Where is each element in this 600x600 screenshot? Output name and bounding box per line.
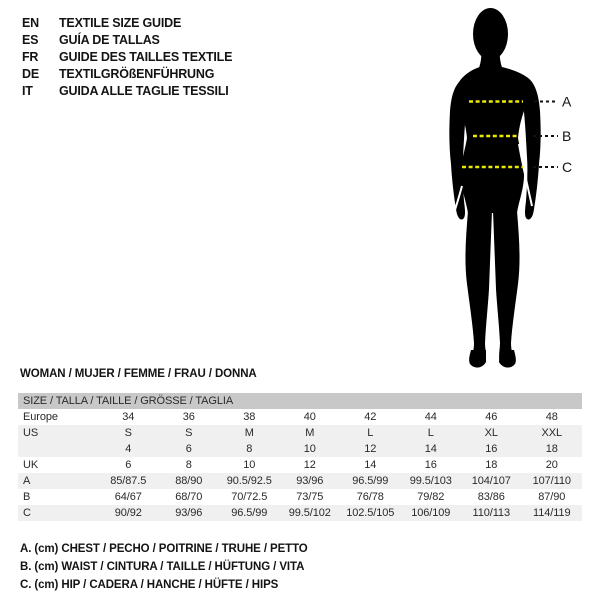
size-cell: 8	[185, 459, 192, 471]
size-cell: 34	[122, 411, 135, 423]
size-cell: 16	[485, 443, 498, 455]
table-row-europe	[18, 409, 582, 425]
size-cell: 99.5/102	[288, 507, 331, 519]
size-cell: S	[185, 427, 193, 439]
table-row-us-letters	[18, 425, 582, 441]
marker-label-a: A	[562, 93, 572, 110]
size-cell: 10	[303, 443, 316, 455]
size-cell: 110/113	[472, 507, 510, 519]
size-cell: 76/78	[356, 491, 384, 503]
size-cell: XXL	[541, 427, 562, 439]
lang-title: GUIDE DES TAILLES TEXTILE	[59, 49, 233, 64]
size-cell: 18	[545, 443, 558, 455]
lang-row-es	[22, 31, 232, 48]
row-label: UK	[23, 459, 39, 471]
lang-row-de	[22, 65, 232, 82]
size-cell: 46	[485, 411, 498, 423]
size-cell: 93/96	[296, 475, 324, 487]
size-cell: 106/109	[411, 507, 451, 519]
table-header-bar	[18, 393, 582, 409]
size-cell: 87/90	[538, 491, 566, 503]
size-table	[18, 393, 582, 521]
table-row-waist-b	[18, 489, 582, 505]
lang-title: TEXTILGRÖßENFÜHRUNG	[59, 66, 215, 81]
size-cell: L	[367, 427, 374, 439]
size-cell: 14	[424, 443, 437, 455]
size-cell: 4	[125, 443, 132, 455]
language-title-list	[22, 14, 232, 99]
size-cell: S	[124, 427, 132, 439]
woman-silhouette-figure	[400, 0, 600, 380]
lang-code: ES	[22, 32, 39, 47]
lang-code: DE	[22, 66, 39, 81]
size-cell: 48	[545, 411, 558, 423]
row-label: B	[23, 491, 31, 503]
size-cell: 85/87.5	[110, 475, 147, 487]
table-row-hip-c	[18, 505, 582, 521]
lang-code: EN	[22, 15, 39, 30]
row-label: C	[23, 507, 31, 519]
table-header-label: SIZE / TALLA / TAILLE / GRÖSSE / TAGLIA	[23, 395, 234, 407]
size-cell: 83/86	[477, 491, 505, 503]
size-cell: L	[427, 427, 434, 439]
size-cell: 114/119	[533, 507, 571, 519]
size-cell: 6	[125, 459, 132, 471]
lang-code: IT	[22, 83, 33, 98]
table-row-chest-a	[18, 473, 582, 489]
size-cell: 102.5/105	[346, 507, 395, 519]
size-cell: 44	[424, 411, 437, 423]
marker-label-b: B	[562, 128, 572, 144]
size-cell: 64/67	[114, 491, 142, 503]
size-cell: 107/110	[532, 475, 571, 487]
size-cell: 96.5/99	[231, 507, 268, 519]
size-cell: 88/90	[175, 475, 203, 487]
size-cell: M	[305, 427, 315, 439]
row-label: US	[23, 427, 39, 439]
size-cell: 38	[243, 411, 256, 423]
lang-row-en	[22, 14, 232, 31]
size-cell: 36	[182, 411, 195, 423]
lang-title: TEXTILE SIZE GUIDE	[59, 15, 182, 30]
size-cell: 90.5/92.5	[226, 475, 272, 487]
section-title-woman: WOMAN / MUJER / FEMME / FRAU / DONNA	[20, 368, 257, 380]
size-cell: M	[244, 427, 254, 439]
size-cell: 104/107	[471, 475, 511, 487]
size-cell: 40	[303, 411, 316, 423]
lang-title: GUÍA DE TALLAS	[59, 32, 160, 47]
size-cell: 16	[424, 459, 437, 471]
legend-line-waist: B. (cm) WAIST / CINTURA / TAILLE / HÜFTUNG / VITA	[20, 561, 305, 573]
table-row-us-numbers	[18, 441, 582, 457]
size-cell: 79/82	[417, 491, 445, 503]
lang-title: GUIDA ALLE TAGLIE TESSILI	[59, 83, 229, 98]
size-cell: 10	[243, 459, 256, 471]
size-cell: 6	[185, 443, 192, 455]
lang-code: FR	[22, 49, 39, 64]
table-row-uk	[18, 457, 582, 473]
row-label: A	[23, 475, 31, 487]
size-cell: 18	[485, 459, 498, 471]
legend-line-hip: C. (cm) HIP / CADERA / HANCHE / HÜFTE / HIPS	[20, 579, 279, 591]
marker-label-c: C	[562, 159, 573, 175]
lang-row-it	[22, 82, 232, 99]
size-cell: 12	[303, 459, 316, 471]
measurement-legend	[20, 540, 308, 594]
lang-row-fr	[22, 48, 232, 65]
size-cell: 68/70	[175, 491, 203, 503]
size-cell: 99.5/103	[409, 475, 452, 487]
legend-line-chest: A. (cm) CHEST / PECHO / POITRINE / TRUHE / PETTO	[20, 543, 308, 555]
size-cell: 70/72.5	[231, 491, 268, 503]
size-cell: 93/96	[175, 507, 203, 519]
size-cell: 8	[246, 443, 253, 455]
size-cell: 96.5/99	[352, 475, 389, 487]
size-cell: 12	[364, 443, 377, 455]
size-cell: 90/92	[114, 507, 142, 519]
size-cell: 42	[364, 411, 377, 423]
size-cell: 73/75	[296, 491, 324, 503]
size-cell: 20	[545, 459, 558, 471]
size-cell: XL	[484, 427, 498, 439]
size-cell: 14	[364, 459, 377, 471]
row-label: Europe	[23, 411, 58, 423]
